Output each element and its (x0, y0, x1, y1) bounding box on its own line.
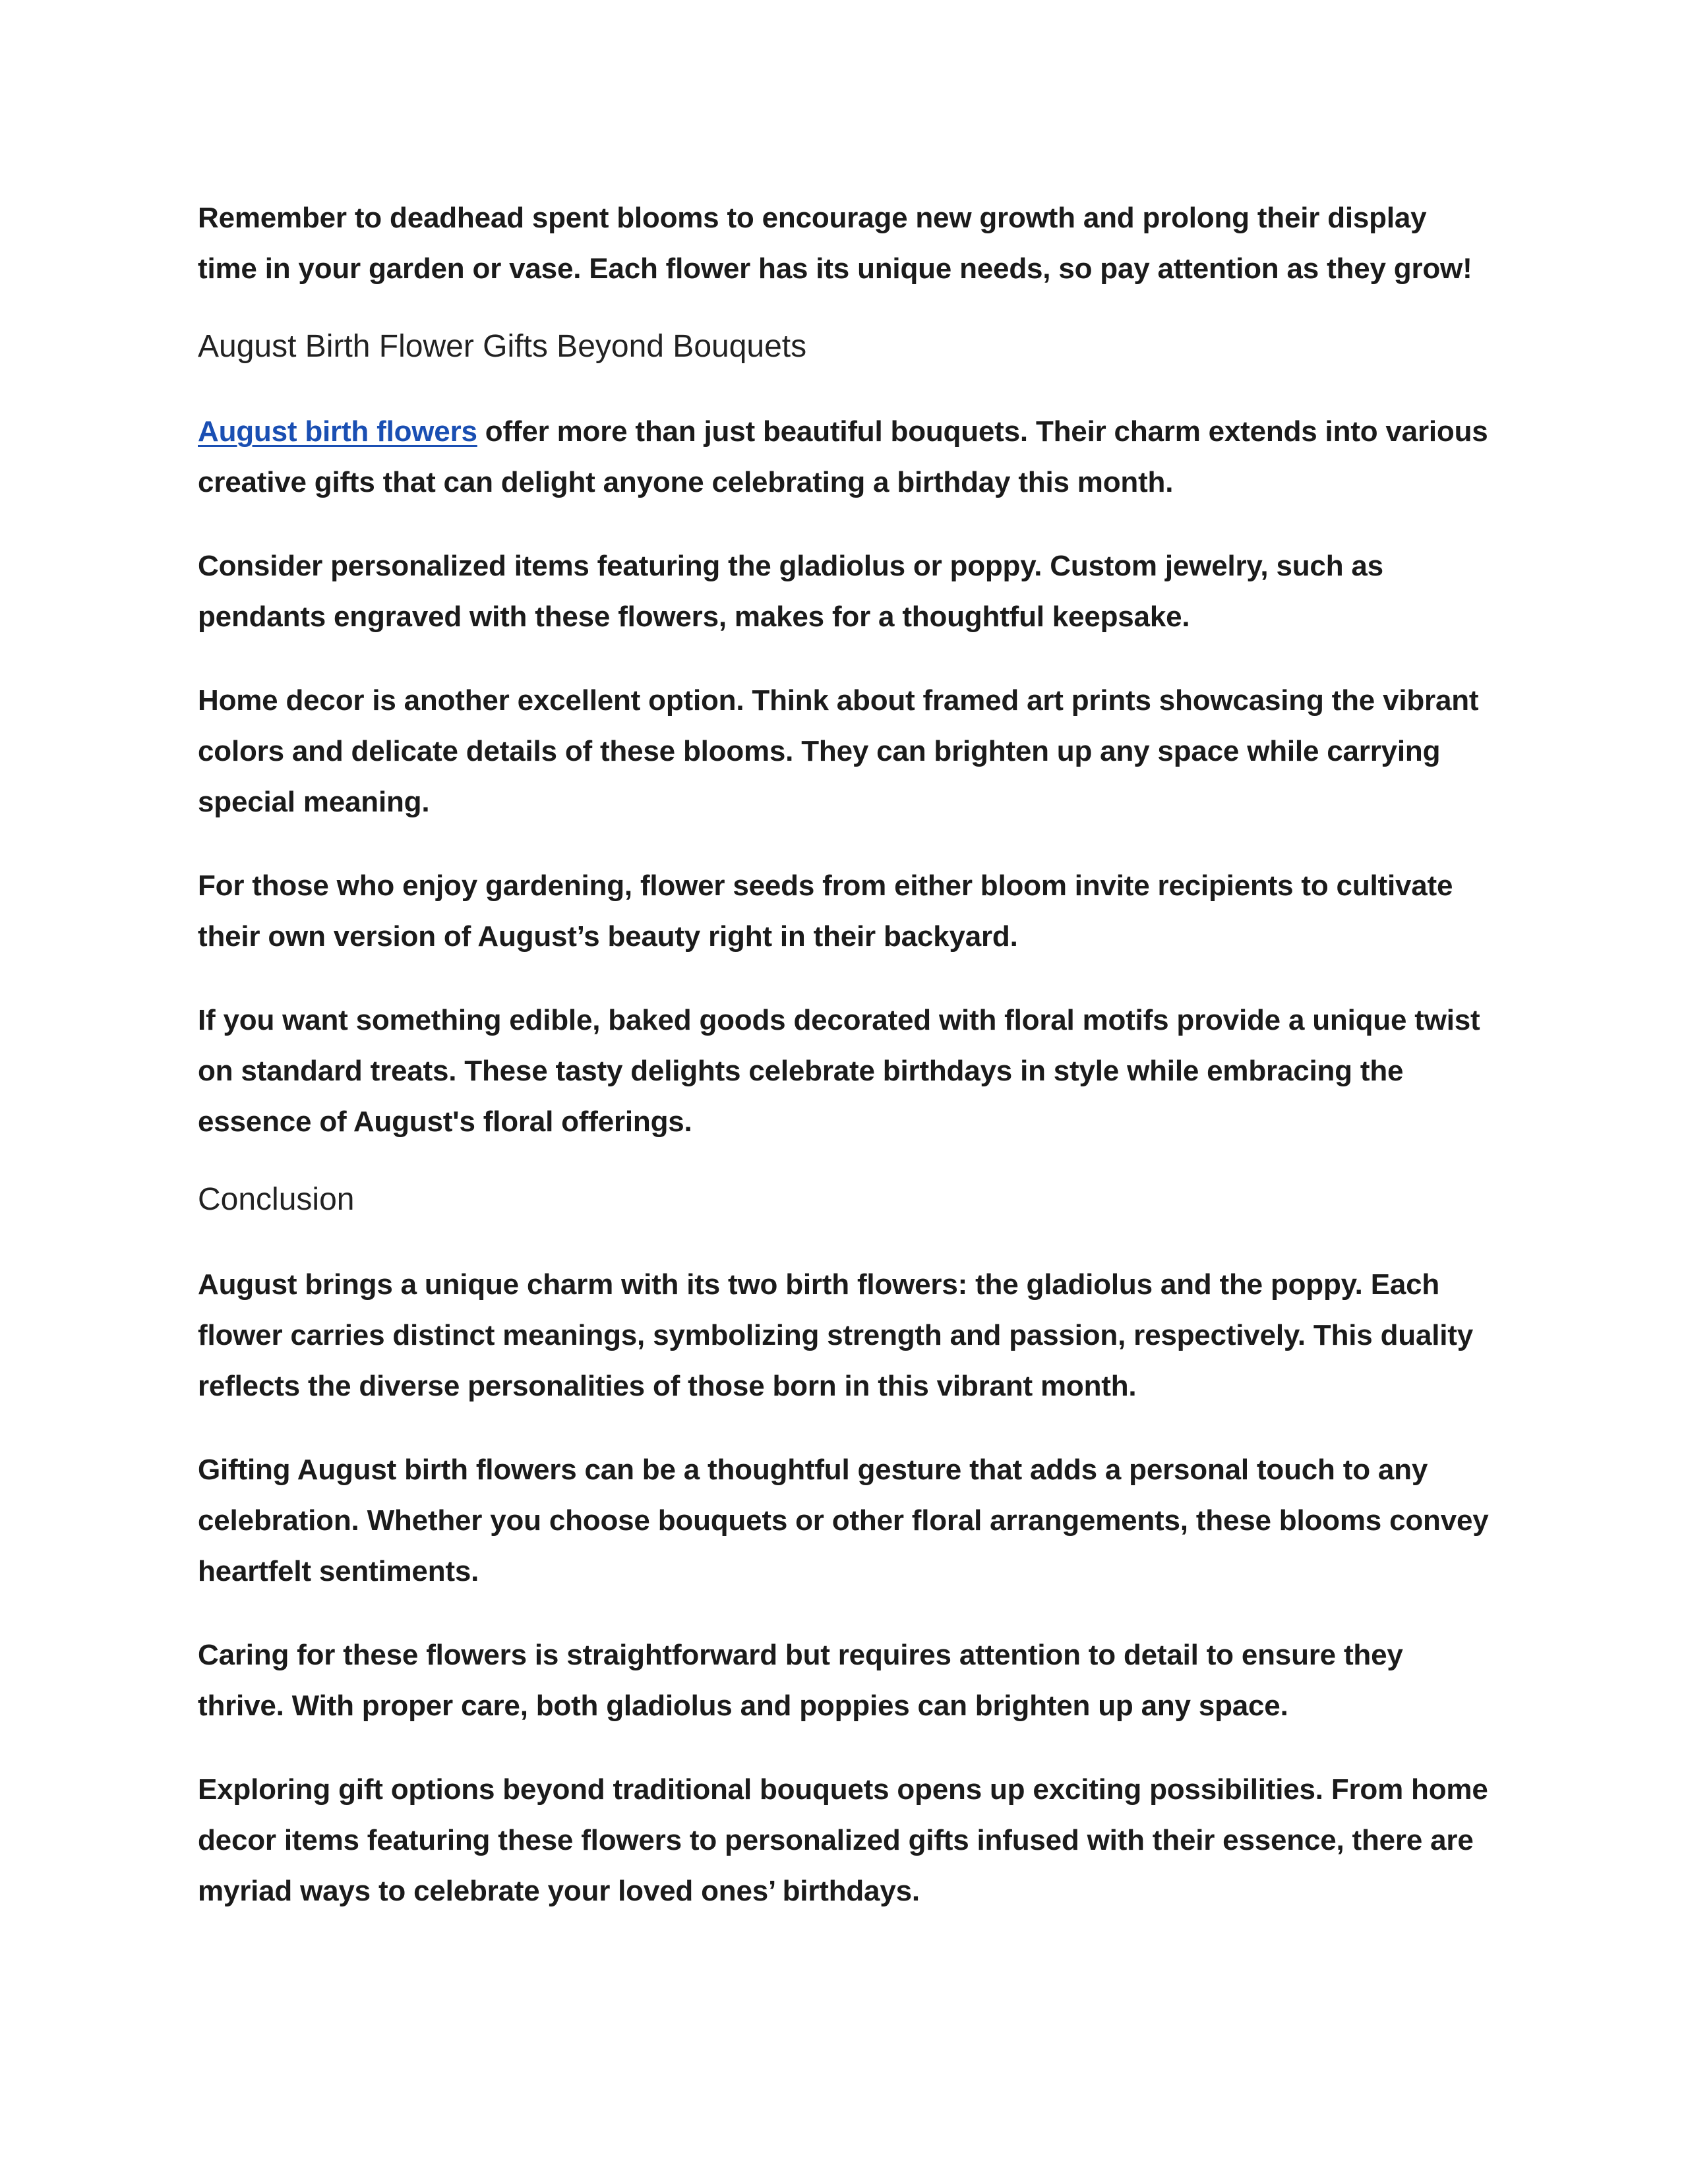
paragraph-edible: If you want something edible, baked goods decorated with floral motifs provide a unique twist on standard treats. These tasty delights celebrate birthdays in style while embracing the essence of August's floral offerings. (198, 1004, 1480, 1138)
paragraph-deadhead: Remember to deadhead spent blooms to encourage new growth and prolong their display time in your garden or vase. Each flower has its unique needs, so pay attention as they grow! (198, 202, 1472, 285)
heading-gifts-beyond-bouquets: August Birth Flower Gifts Beyond Bouquets (198, 329, 807, 364)
paragraph-gifts-intro-text: offer more than just beautiful bouquets. Their charm extends into various creative gifts that can delight anyone celebrating a birthday this month. (198, 415, 1488, 498)
paragraph-gifts-intro (198, 406, 1490, 508)
heading-conclusion: Conclusion (198, 1182, 355, 1217)
paragraph-gardening: For those who enjoy gardening, flower seeds from either bloom invite recipients to cultivate their own version of August’s beauty right in their backyard. (198, 870, 1453, 953)
paragraph-home-decor: Home decor is another excellent option. Think about framed art prints showcasing the vibrant colors and delicate details of these blooms. They can brighten up any space while carrying special meaning. (198, 684, 1479, 818)
paragraph-conclusion-4: Exploring gift options beyond traditional bouquets opens up exciting possibilities. From home decor items featuring these flowers to personalized gifts infused with their essence, there are myriad ways to celebrate your loved ones’ birthdays. (198, 1773, 1488, 1907)
article-body (198, 192, 1490, 1949)
paragraph-personalized-items: Consider personalized items featuring the gladiolus or poppy. Custom jewelry, such as pendants engraved with these flowers, makes for a thoughtful keepsake. (198, 550, 1383, 633)
paragraph-conclusion-3: Caring for these flowers is straightforward but requires attention to detail to ensure they thrive. With proper care, both gladiolus and poppies can brighten up any space. (198, 1639, 1403, 1722)
paragraph-conclusion-2: Gifting August birth flowers can be a thoughtful gesture that adds a personal touch to any celebration. Whether you choose bouquets or other floral arrangements, these blooms convey heartfelt sentiments. (198, 1454, 1489, 1587)
august-birth-flowers-link[interactable]: August birth flowers (198, 415, 477, 448)
paragraph-conclusion-1: August brings a unique charm with its two birth flowers: the gladiolus and the poppy. Each flower carries distinct meanings, symbolizing strength and passion, respectively. This duality reflects the diverse personalities of those born in this vibrant month. (198, 1268, 1474, 1402)
